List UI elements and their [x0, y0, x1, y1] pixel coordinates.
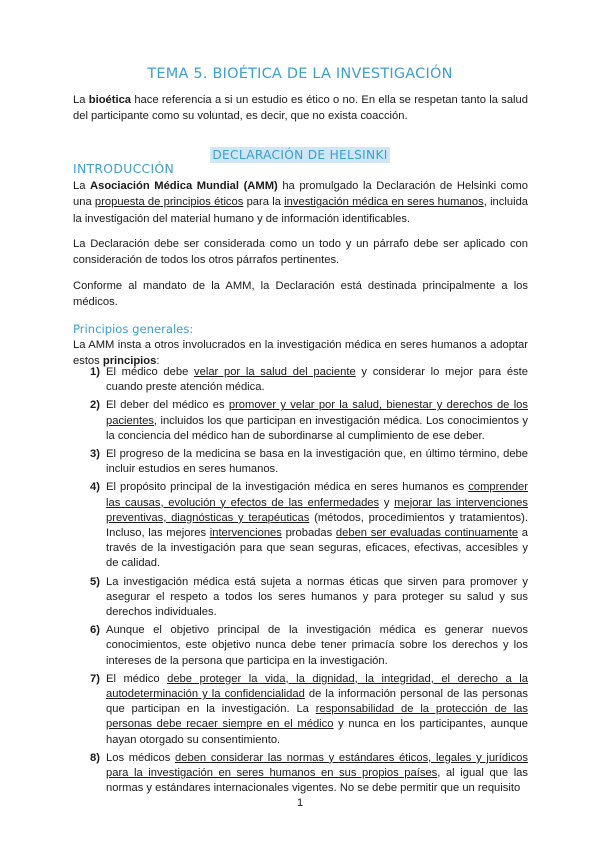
intro-bold: bioética	[88, 94, 132, 106]
item-text: (métodos, procedimientos y tratamientos). Incluso, las mejores	[106, 511, 528, 540]
item-text: , incluidos los que participan en investigación médica. Los conocimientos y la conciencia del médico han de subordinarse al cumplimiento de ese deber.	[106, 414, 528, 442]
item-underline: debe proteger la vida, la dignidad, la integridad, el derecho a la autodeterminación y la confidencialidad	[106, 672, 528, 701]
item-text: El médico debe	[106, 366, 195, 378]
item-underline: velar por la salud del paciente	[194, 366, 356, 378]
item-text: a través de la investigación para que sean seguras, eficaces, efectivas, accesibles y de calidad.	[106, 527, 528, 570]
paragraph-3: Conforme al mandato de la AMM, la Declaración está destinada principalmente a los médicos.	[73, 280, 528, 309]
principles-intro-colon: :	[156, 355, 160, 368]
item-number: 8)	[90, 751, 100, 764]
item-text: , al igual que las normas y estándares internacionales vigentes. No se debe permitir que un requisito	[106, 767, 528, 795]
intro-text-rest: hace referencia a si un estudio es ético o no. En ella se respetan tanto la salud del participante como su voluntad, es decir, que no exista coacción.	[73, 94, 528, 123]
list-item	[73, 480, 528, 571]
item-number: 1)	[90, 366, 100, 378]
paragraph-2: La Declaración debe ser considerada como un todo y un párrafo debe ser aplicado con consideración de todos los otros párrafos pertinentes.	[73, 238, 528, 267]
item-number: 2)	[90, 399, 100, 412]
intro-text: La	[73, 94, 89, 106]
item-text: La investigación médica está sujeta a normas éticas que sirven para promover y asegurar el respeto a todos los seres humanos y para proteger su salud y sus derechos individuales.	[106, 575, 528, 619]
p1-bold: Asociación Médica Mundial (AMM)	[90, 180, 278, 192]
item-number: 4)	[90, 481, 100, 494]
item-text: El propósito principal de la investigación médica en seres humanos es	[106, 481, 469, 494]
paragraph-1	[73, 178, 528, 227]
item-number: 3)	[90, 448, 100, 461]
item-underline: comprender las causas, evolución y efectos de las enfermedades	[106, 481, 528, 509]
p1-underline-1: propuesta de principios éticos	[94, 196, 244, 209]
page-number: 1	[296, 797, 304, 809]
item-text: y	[379, 496, 395, 509]
list-item	[73, 575, 528, 621]
list-item	[73, 447, 528, 477]
item-underline: promover y velar por la salud, bienestar y derechos de los pacientes	[106, 399, 528, 427]
intro-paragraph	[73, 92, 528, 125]
list-item	[73, 623, 528, 669]
item-number: 6)	[90, 624, 100, 637]
item-number: 5)	[90, 575, 100, 588]
item-text: de la información personal de las personas que participan en la investigación. La	[106, 688, 528, 716]
p1-underline-2: investigación médica en seres humanos	[284, 196, 484, 209]
item-text: Los médicos	[106, 751, 176, 764]
list-item	[73, 398, 528, 444]
item-underline: responsabilidad de la protección de las personas debe recaer siempre en el médico	[106, 703, 528, 731]
list-item	[73, 751, 528, 797]
list-item	[73, 672, 528, 748]
section-heading-text: DECLARACIÓN DE HELSINKI	[212, 148, 388, 162]
subheading-principios: Principios generales:	[73, 322, 194, 336]
p1-text-d: , incluida la investigación del material humano y de información identificables.	[73, 196, 529, 225]
p1-text-c: para la	[243, 196, 285, 209]
item-text: y considerar lo mejor para éste cuando preste atención médica.	[106, 366, 528, 394]
item-underline: mejorar las intervenciones preventivas, diagnósticas y terapéuticas	[106, 496, 528, 524]
item-underline: intervenciones	[209, 527, 282, 540]
subheading-introduccion: INTRODUCCIÓN	[73, 161, 175, 176]
item-text: El médico	[106, 672, 168, 685]
item-number: 7)	[90, 672, 100, 685]
item-underline: deben ser evaluadas continuamente	[335, 527, 519, 540]
item-text: Aunque el objetivo principal de la investigación médica es generar nuevos conocimientos, este objetivo nunca debe tener primacía sobre los derechos y los intereses de la persona que participa en la investigación.	[106, 624, 528, 667]
list-item	[73, 365, 528, 395]
principles-intro-bold: principios	[102, 355, 157, 368]
item-underline: deben considerar las normas y estándares éticos, legales y jurídicos para la investigación en seres humanos en sus propios países	[106, 751, 528, 780]
p1-text-a: La	[73, 180, 91, 192]
item-text: y nunca en los participantes, aunque hayan otorgado su consentimiento.	[106, 718, 528, 746]
p1-text-b: ha promulgado la Declaración de Helsinki como una	[73, 180, 528, 209]
item-text: El progreso de la medicina se basa en la investigación que, en último término, debe incluir estudios en seres humanos.	[106, 448, 528, 476]
item-text: El deber del médico es	[106, 399, 229, 412]
page-title: TEMA 5. BIOÉTICA DE LA INVESTIGACIÓN	[147, 66, 453, 82]
principles-intro-text: La AMM insta a otros involucrados en la investigación médica en seres humanos a adoptar estos	[73, 339, 528, 368]
principles-list	[73, 365, 528, 799]
item-text: probadas	[281, 527, 336, 540]
